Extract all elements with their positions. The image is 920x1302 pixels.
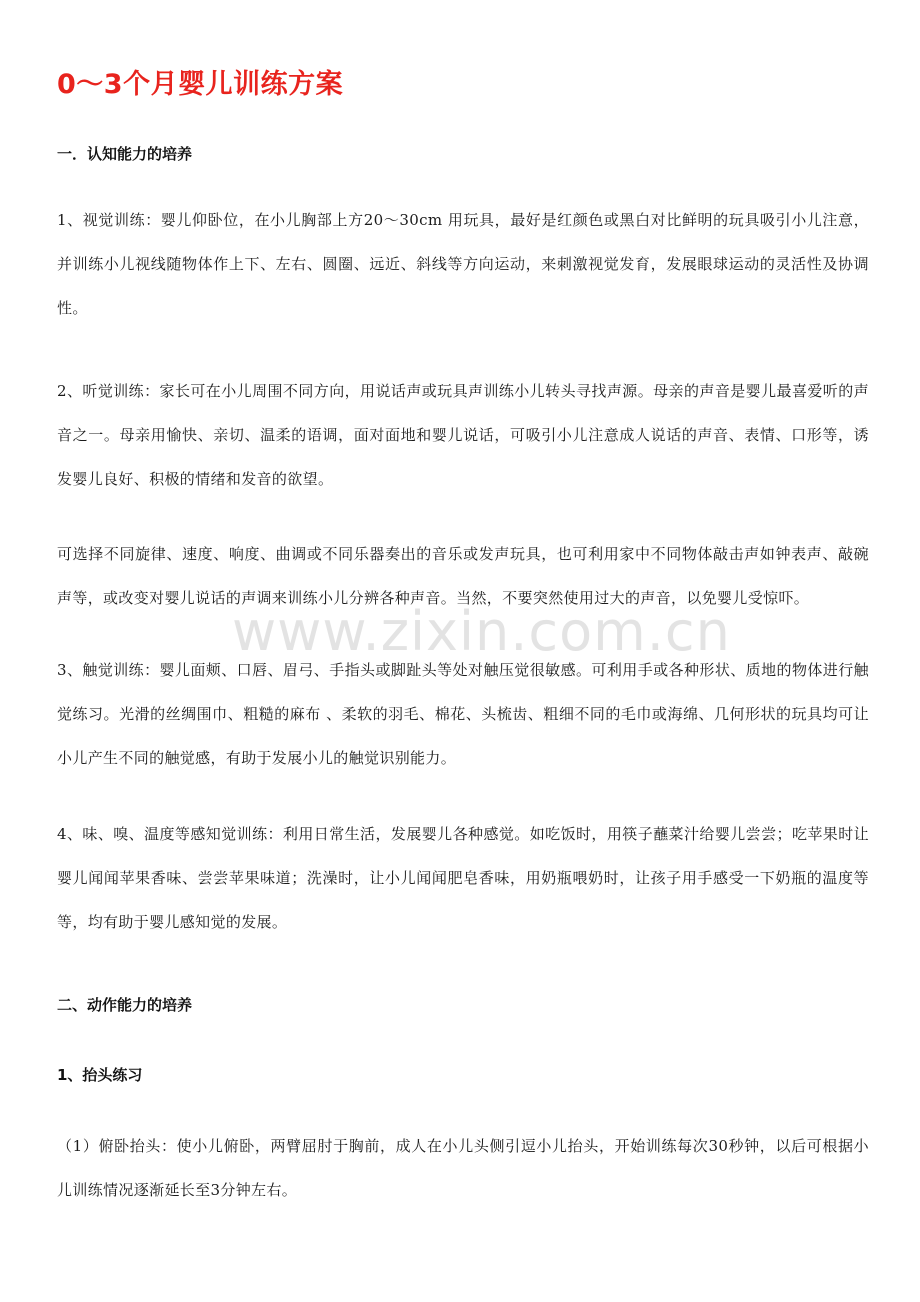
watermark-text: www.zixin.com.cn	[232, 600, 731, 663]
paragraph-visual-training: 1、视觉训练：婴儿仰卧位，在小儿胸部上方20～30cm 用玩具，最好是红颜色或黑白对比鲜明的玩具吸引小儿注意，并训练小儿视线随物体作上下、左右、圆圈、远近、斜线等方向运动，来刺激视觉发育，发展眼球运动的灵活性及协调性。	[57, 211, 869, 317]
section-heading-cognitive: 一．认知能力的培养	[57, 145, 193, 163]
paragraph-hearing-training: 2、听觉训练：家长可在小儿周围不同方向，用说话声或玩具声训练小儿转头寻找声源。母亲的声音是婴儿最喜爱听的声音之一。母亲用愉快、亲切、温柔的语调，面对面地和婴儿说话，可吸引小儿注意成人说话的声音、表情、口形等，诱发婴儿良好、积极的情绪和发音的欲望。	[57, 382, 869, 488]
paragraph-hearing-sounds: 可选择不同旋律、速度、响度、曲调或不同乐器奏出的音乐或发声玩具，也可利用家中不同物体敲击声如钟表声、敲碗声等，或改变对婴儿说话的声调来训练小儿分辨各种声音。当然，不要突然使用过大的声音，以免婴儿受惊吓。	[57, 545, 869, 607]
document-title: 0～3个月婴儿训练方案	[57, 69, 344, 100]
subheading-head-lifting: 1、抬头练习	[57, 1066, 143, 1084]
paragraph-prone-head-lift: （1）俯卧抬头：使小儿俯卧，两臂屈肘于胸前，成人在小儿头侧引逗小儿抬头，开始训练每次30秒钟，以后可根据小儿训练情况逐渐延长至3分钟左右。	[57, 1137, 869, 1199]
section-heading-motor: 二、动作能力的培养	[57, 996, 193, 1014]
paragraph-touch-training: 3、触觉训练：婴儿面颊、口唇、眉弓、手指头或脚趾头等处对触压觉很敏感。可利用手或各种形状、质地的物体进行触觉练习。光滑的丝绸围巾、粗糙的麻布 、柔软的羽毛、棉花、头梳齿、粗细不同的毛巾或海绵、几何形状的玩具均可让小儿产生不同的触觉感，有助于发展小儿的触觉识别能力。	[57, 661, 869, 767]
paragraph-taste-smell-training: 4、味、嗅、温度等感知觉训练：利用日常生活，发展婴儿各种感觉。如吃饭时，用筷子蘸菜汁给婴儿尝尝；吃苹果时让婴儿闻闻苹果香味、尝尝苹果味道；洗澡时，让小儿闻闻肥皂香味，用奶瓶喂奶时，让孩子用手感受一下奶瓶的温度等等，均有助于婴儿感知觉的发展。	[57, 825, 869, 931]
